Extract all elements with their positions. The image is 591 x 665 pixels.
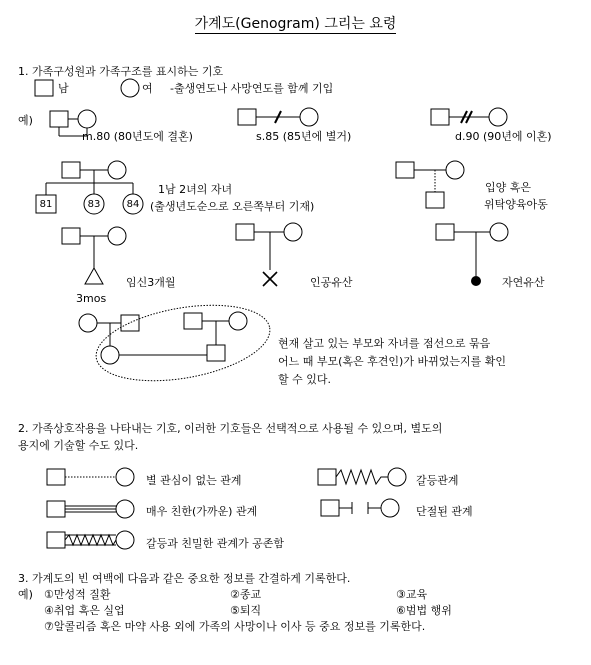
- abortion-label: 인공유산: [310, 276, 353, 289]
- section1-heading: 1. 가족구성원과 가족구조를 표시하는 기호: [18, 65, 224, 78]
- birth-death-note: -출생연도나 사망연도를 함께 기입: [170, 82, 334, 95]
- cutoff-relationship-symbol: [321, 499, 399, 517]
- children-desc-2: (출생년도순으로 오른쪽부터 기재): [150, 200, 315, 213]
- close-relationship-symbol: [47, 500, 134, 518]
- distant-relationship-symbol: [47, 468, 134, 486]
- abortion-symbol: [236, 223, 302, 286]
- section2-heading-1: 2. 가족상호작용을 나타내는 기호, 이러한 기호들은 선택적으로 사용될 수 있으며, 별도의: [18, 422, 443, 435]
- page-title: 가계도(Genogram) 그리는 요령: [194, 16, 397, 32]
- info-item-5: ⑤퇴직: [230, 604, 262, 617]
- household-note-3: 할 수 있다.: [278, 373, 331, 386]
- miscarriage-dot-icon: [472, 277, 481, 286]
- household-symbol: [79, 293, 276, 392]
- divorce-label: d.90 (90년에 이혼): [455, 130, 552, 143]
- marriage-symbol: [50, 110, 96, 136]
- fused-conflict-relationship-symbol: [47, 531, 134, 549]
- info-item-2: ②종교: [230, 588, 262, 601]
- separation-label: s.85 (85년에 별거): [256, 130, 352, 143]
- section3-heading: 3. 가계도의 빈 여백에 다음과 같은 중요한 정보를 간결하게 기록한다.: [18, 572, 351, 585]
- children-symbol: [36, 161, 143, 214]
- child-age-3: 84: [126, 199, 140, 210]
- pregnancy-triangle-icon: [85, 268, 103, 284]
- female-label: 여: [142, 82, 153, 95]
- fused-conflict-label: 갈등과 친밀한 관계가 공존함: [146, 537, 285, 550]
- female-circle-icon: [121, 79, 139, 97]
- info-item-3: ③교육: [396, 588, 428, 601]
- info-item-1: ①만성적 질환: [44, 588, 111, 601]
- miscarriage-symbol: [436, 223, 508, 286]
- section2-heading-2: 용지에 기술할 수도 있다.: [18, 439, 139, 452]
- section3-example-label: 예): [18, 588, 33, 601]
- pregnancy-months: 3mos: [76, 292, 107, 305]
- conflict-label: 갈등관계: [416, 474, 459, 487]
- child-age-1: 81: [39, 199, 53, 210]
- child-age-2: 83: [87, 199, 101, 210]
- cutoff-label: 단절된 관계: [416, 505, 473, 518]
- info-item-7: ⑦알콜리즘 혹은 마약 사용 외에 가족의 사망이나 이사 등 중요 정보를 기록한다.: [44, 620, 426, 633]
- household-note-2: 어느 때 부모(혹은 후견인)가 바뀌었는지를 확인: [278, 355, 506, 368]
- example-label: 예): [18, 114, 33, 127]
- household-note-1: 현재 살고 있는 부모와 자녀를 점선으로 묶음: [278, 337, 491, 350]
- adoption-label-1: 입양 혹은: [485, 181, 532, 194]
- pregnancy-label: 임신3개월: [126, 276, 176, 289]
- adoption-symbol: [396, 161, 464, 208]
- separation-symbol: [238, 108, 318, 126]
- close-label: 매우 친한(가까운) 관계: [146, 505, 258, 518]
- distant-label: 별 관심이 없는 관계: [146, 474, 242, 487]
- divorce-symbol: [431, 108, 507, 126]
- male-square-icon: [35, 80, 53, 96]
- male-label: 남: [58, 82, 69, 95]
- info-item-6: ⑥범법 행위: [396, 604, 452, 617]
- marriage-label: m.80 (80년도에 결혼): [82, 130, 193, 143]
- conflict-relationship-symbol: [318, 468, 406, 486]
- info-item-4: ④취업 혹은 실업: [44, 604, 125, 617]
- miscarriage-label: 자연유산: [502, 276, 545, 289]
- adoption-label-2: 위탁양육아동: [484, 198, 548, 211]
- pregnancy-symbol: [62, 227, 126, 284]
- children-desc-1: 1남 2녀의 자녀: [158, 183, 233, 196]
